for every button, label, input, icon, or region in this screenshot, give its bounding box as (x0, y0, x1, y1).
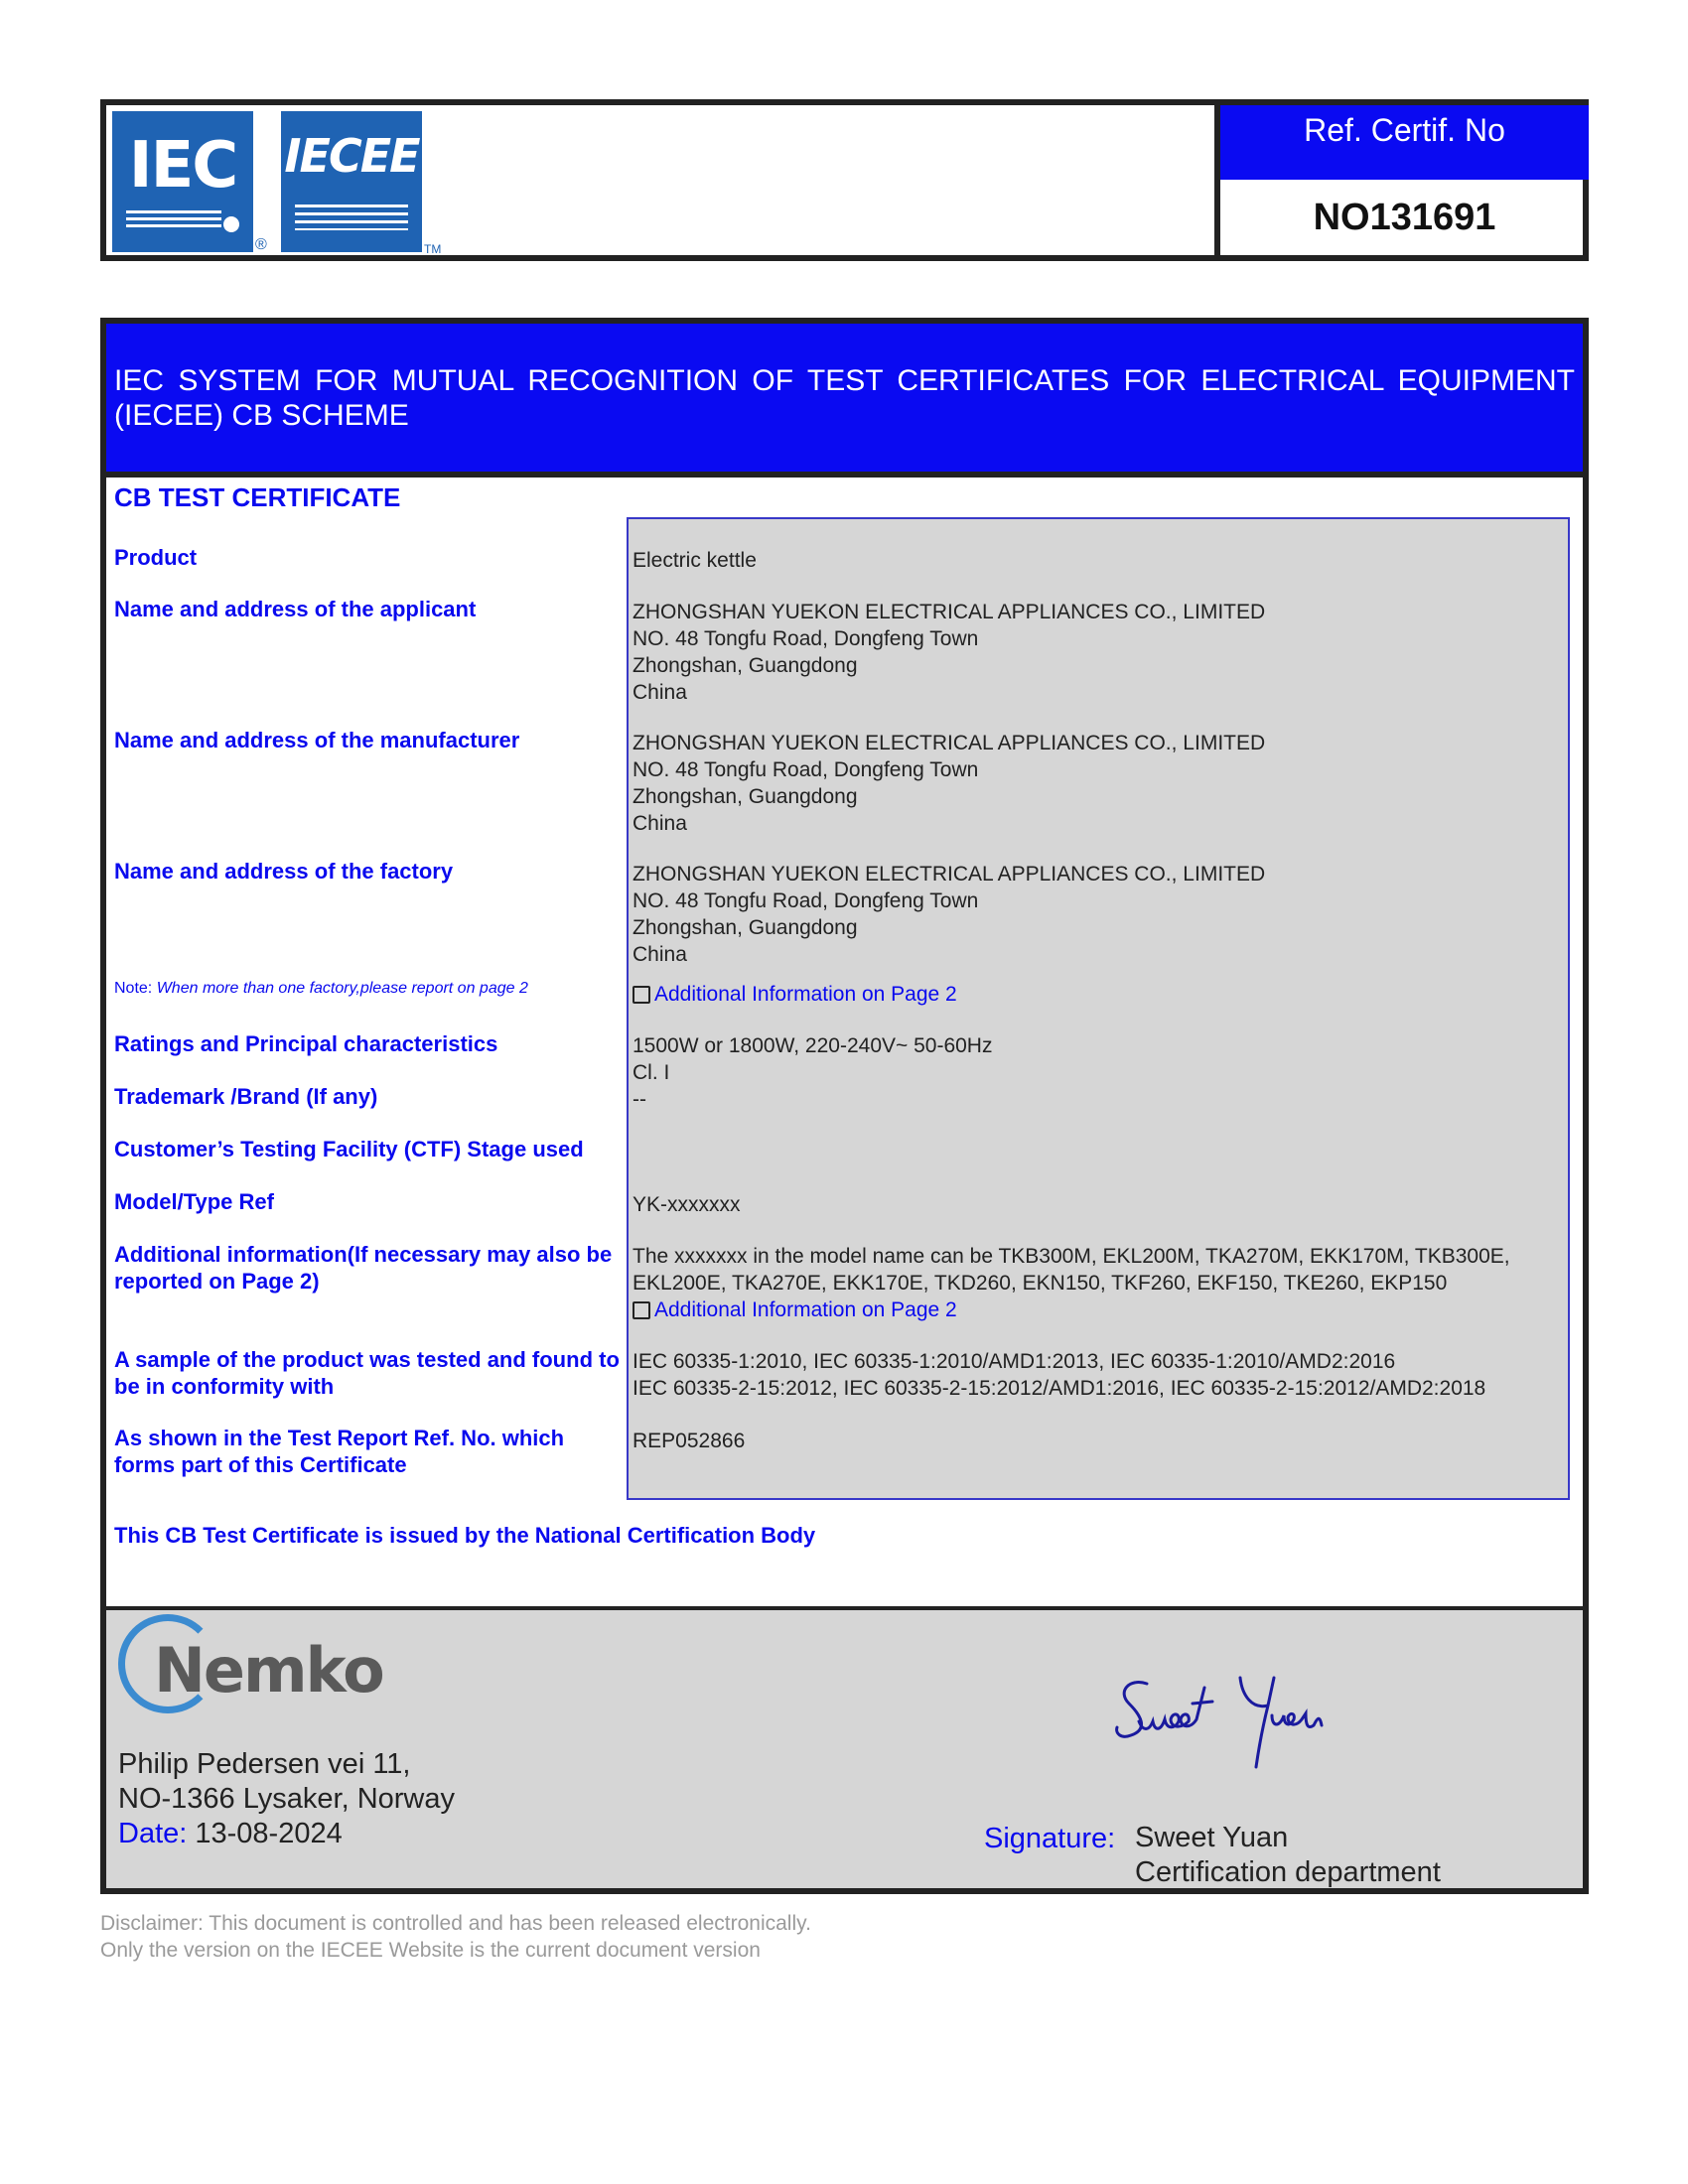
iecee-logo (281, 111, 422, 252)
iec-logo-dot (223, 216, 239, 232)
issued-by-statement: This CB Test Certificate is issued by the National Certification Body (114, 1523, 816, 1548)
certificate-header (100, 99, 1589, 261)
handwritten-signature (1109, 1670, 1347, 1779)
additional-information-line: The xxxxxxx in the model name can be TKB300M, EKL200M, TKA270M, EKK170M, TKB300E, (633, 1245, 1510, 1268)
signer-name: Sweet Yuan (1135, 1822, 1289, 1853)
additional-info-checkbox[interactable] (633, 1301, 650, 1319)
note-prefix: Note: (114, 980, 153, 997)
disclaimer-line: Disclaimer: This document is controlled and has been released electronically. (100, 1912, 811, 1935)
applicant-line: ZHONGSHAN YUEKON ELECTRICAL APPLIANCES CO., LIMITED (633, 601, 1266, 623)
product-value: Electric kettle (633, 549, 757, 572)
ctf-label: Customer’s Testing Facility (CTF) Stage used (114, 1137, 584, 1161)
cb-test-certificate-title: CB TEST CERTIFICATE (114, 482, 401, 512)
additional-info-link[interactable]: Additional Information on Page 2 (654, 983, 957, 1006)
manufacturer-line: China (633, 812, 687, 835)
manufacturer-line: Zhongshan, Guangdong (633, 785, 858, 808)
manufacturer-address (633, 730, 1566, 837)
date-value: 13-08-2024 (195, 1818, 343, 1849)
product-label: Product (114, 545, 198, 570)
nemko-logo-text: Nemko (154, 1634, 383, 1706)
trademark-mark: TM (424, 242, 442, 256)
manufacturer-line: ZHONGSHAN YUEKON ELECTRICAL APPLIANCES CO., LIMITED (633, 732, 1266, 754)
ref-certif-label: Ref. Certif. No (1220, 105, 1589, 180)
factory-line: ZHONGSHAN YUEKON ELECTRICAL APPLIANCES CO., LIMITED (633, 863, 1266, 886)
manufacturer-line: NO. 48 Tongfu Road, Dongfeng Town (633, 758, 979, 781)
standard-line: IEC 60335-1:2010, IEC 60335-1:2010/AMD1:2013, IEC 60335-1:2010/AMD2:2016 (633, 1350, 1396, 1373)
reference-certificate-box (1214, 105, 1589, 255)
additional-info-checkbox[interactable] (633, 986, 650, 1004)
additional-information-label: Additional information(If necessary may also be reported on Page 2) (114, 1242, 613, 1294)
factory-label: Name and address of the factory (114, 859, 454, 884)
signature-label: Signature: (984, 1823, 1116, 1854)
factory-line: NO. 48 Tongfu Road, Dongfeng Town (633, 889, 979, 912)
additional-information-line: EKL200E, TKA270E, EKK170E, TKD260, EKN150, TKF260, EKF150, TKE260, EKP150 (633, 1272, 1448, 1295)
trademark-value: -- (633, 1088, 646, 1111)
ratings-value (633, 1032, 1566, 1086)
signer-department: Certification department (1135, 1856, 1441, 1888)
test-report-number: REP052866 (633, 1430, 746, 1452)
manufacturer-label: Name and address of the manufacturer (114, 728, 520, 752)
disclaimer (100, 1910, 811, 1964)
applicant-line: NO. 48 Tongfu Road, Dongfeng Town (633, 627, 979, 650)
trademark-label: Trademark /Brand (If any) (114, 1084, 378, 1109)
applicant-line: Zhongshan, Guangdong (633, 654, 858, 677)
issue-date (118, 1817, 455, 1851)
ref-certif-number: NO131691 (1313, 197, 1496, 238)
applicant-address (633, 599, 1566, 706)
factory-line: China (633, 943, 687, 966)
factory-line: Zhongshan, Guangdong (633, 916, 858, 939)
date-label: Date: (118, 1818, 188, 1849)
iec-logo-stripes (126, 210, 221, 230)
signer-block (1135, 1821, 1441, 1890)
iecee-logo-stripes (295, 205, 408, 230)
note-text: When more than one factory,please report on page 2 (156, 980, 528, 997)
ratings-line: Cl. I (633, 1061, 670, 1084)
nemko-logo (118, 1614, 383, 1733)
ratings-label: Ratings and Principal characteristics (114, 1031, 498, 1056)
model-label: Model/Type Ref (114, 1189, 274, 1214)
additional-information-value (633, 1243, 1566, 1323)
factory-address (633, 861, 1566, 968)
address-line: NO-1366 Lysaker, Norway (118, 1783, 456, 1815)
additional-info-link[interactable]: Additional Information on Page 2 (654, 1298, 957, 1321)
test-report-label: As shown in the Test Report Ref. No. which forms part of this Certificate (114, 1426, 565, 1477)
certification-body-address (118, 1747, 455, 1851)
cb-certificate (100, 318, 1589, 1894)
address-line: Philip Pedersen vei 11, (118, 1748, 411, 1780)
iec-logo (112, 111, 253, 252)
conformity-label: A sample of the product was tested and found to be in conformity with (114, 1347, 620, 1399)
model-value: YK-xxxxxxx (633, 1193, 741, 1216)
applicant-line: China (633, 681, 687, 704)
additional-info-row-2 (633, 1297, 1566, 1323)
factory-note (114, 980, 528, 998)
iec-logo-text: IEC (128, 129, 237, 203)
scheme-banner: IEC SYSTEM FOR MUTUAL RECOGNITION OF TEST CERTIFICATES FOR ELECTRICAL EQUIPMENT (IECEE) CB SCHEME (106, 324, 1583, 478)
additional-info-row (633, 981, 1566, 1008)
certification-body-footer (106, 1606, 1583, 1888)
conformity-standards (633, 1348, 1566, 1402)
ratings-line: 1500W or 1800W, 220-240V~ 50-60Hz (633, 1034, 993, 1057)
registered-mark: ® (255, 236, 267, 253)
standard-line: IEC 60335-2-15:2012, IEC 60335-2-15:2012/AMD1:2016, IEC 60335-2-15:2012/AMD2:2018 (633, 1377, 1486, 1400)
iecee-logo-text: IECEE (284, 129, 419, 183)
disclaimer-line: Only the version on the IECEE Website is the current document version (100, 1939, 761, 1962)
applicant-label: Name and address of the applicant (114, 597, 477, 621)
